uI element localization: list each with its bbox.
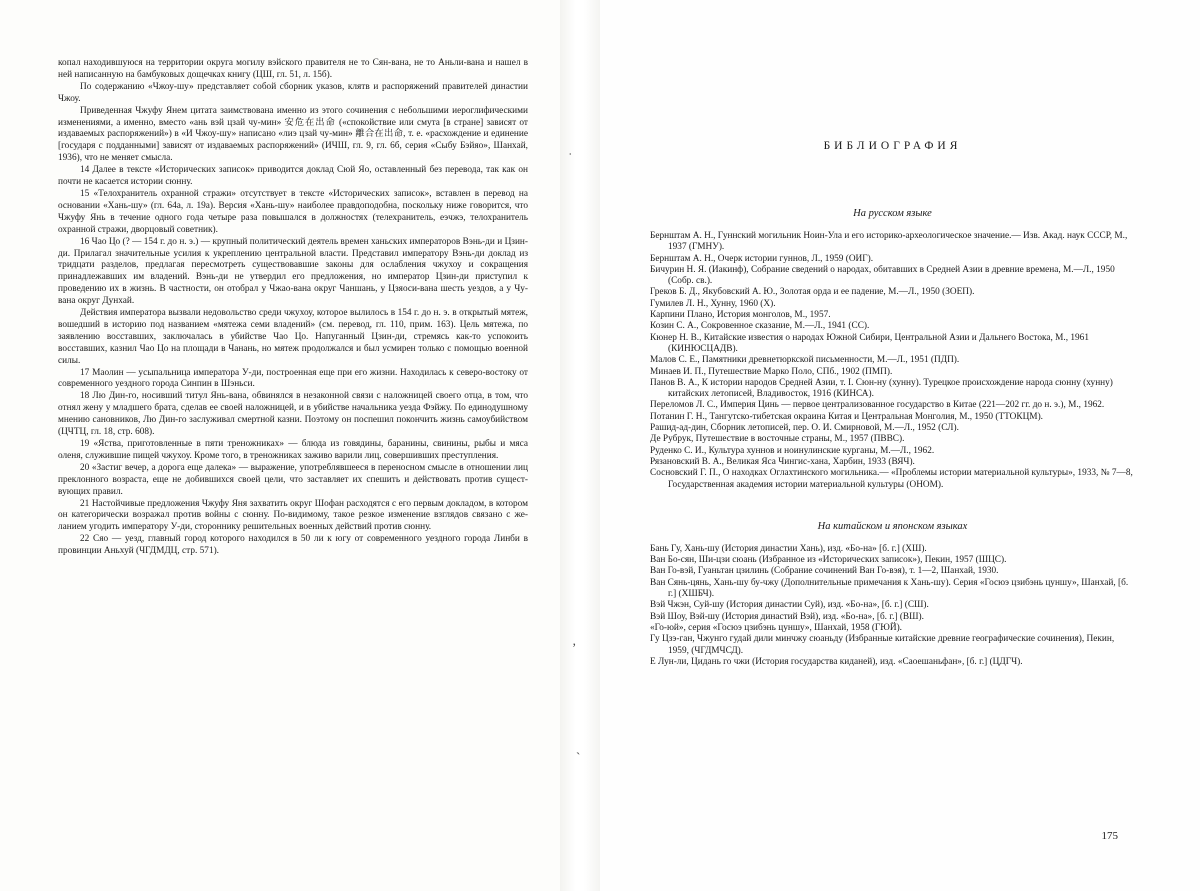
bibliography-entry: Минаев И. П., Путешествие Марко Поло, СПб., 1902 (ПМП). xyxy=(650,366,893,377)
page-number: 175 xyxy=(1101,830,1118,842)
bibliography-entry: Бичурин Н. Я. (Иакинф), Собрание сведений о народах, обитавших в Средней Азии в древние времена, М.—Л., 1950 (Собр. св.). xyxy=(650,264,1115,287)
margin-mark: ˌ xyxy=(568,140,573,155)
margin-mark: ˏ xyxy=(576,740,581,755)
bibliography-entry: Вэй Чжэн, Суй-шу (История династии Суй), изд. «Бо-на», [б. г.] (СШ). xyxy=(650,600,929,611)
footnote-21: 21 Настойчивые предложения Чжуфу Яня захватить округ Шофан расходятся с его первым докладом, в котором он категорически возражал против войны с сюнну. По-видимому, такое резкое изменение взглядов связано с желанием угодить императору У-ди, стороннику решительных военных действий против сюнну. xyxy=(58,498,528,533)
bibliography-entry: Бань Гу, Хань-шу (История династии Хань), изд. «Бо-на» [б. г.] (ХШ). xyxy=(650,543,927,554)
bibliography-entry: Вэй Шоу, Вэй-шу (История династий Вэй), изд. «Бо-на», [б. г.] (ВШ). xyxy=(650,611,924,622)
section-heading-russian: На русском языке xyxy=(853,208,932,219)
book-gutter xyxy=(560,0,600,891)
bibliography-entry: Потанин Г. Н., Тангутско-тибетская окраина Китая и Центральная Монголия, М., 1950 (ТТОКЦМ). xyxy=(650,411,1043,422)
footnote-22: 22 Сяо — уезд, главный город которого находился в 50 ли к югу от современного уездного города Линби в провинции Аньхуй (ЧГДМДЦ, стр. 571). xyxy=(58,534,528,557)
section-heading-chinese-japanese: На китайском и японском языках xyxy=(817,520,968,532)
bibliography-entry: Панов В. А., К истории народов Средней Азии, т. I. Сюн-ну (хунну). Турецкое происхождение народа сюнну (хунну) китайских летописей, Владивосток, 1916 (КИНСА). xyxy=(650,377,1113,400)
bibliography-entry: Рашид-ад-дин, Сборник летописей, пер. О. И. Смирновой, М.—Л., 1952 (СЛ). xyxy=(650,423,959,434)
bibliography xyxy=(650,140,1135,668)
entries-chinese-japanese xyxy=(650,544,1135,668)
margin-mark: ʼ xyxy=(572,640,577,655)
paragraph: копал находившуюся на территории округа могилу вэйского правителя не то Сян-вана, не то Аньли-вана и нашел в ней написанную на бамбуковых дощечках книгу (ЦШ, гл. 51, л. 15б). xyxy=(58,58,528,80)
left-page xyxy=(0,0,560,891)
bibliography-entry: Кюнер Н. В., Китайские известия о народах Южной Сибири, Центральной Азии и Дальнего Востока, М., 1961 (КИНЮСЦАДВ). xyxy=(650,332,1089,354)
footnote-15: 15 «Телохранитель охранной стражи» отсутствует в тексте «Исторических записок», вставлен в перевод на основании «Хань-шу» (гл. 64а, л. 19а). Версия «Хань-шу» наиболее правдоподобна, поскольку ниже говорится, что Чжуфу Янь в течение одного года четыре раза повышался в должностях (телехранитель, еэчжэ, телохранитель охранной стражи, дворцовый советник). xyxy=(58,188,528,235)
right-page xyxy=(568,0,1200,891)
bibliography-entry: Сосновский Г. П., О находках Оглахтинского могильника.— «Проблемы истории материальной культуры», 1933, № 7—8, Государственная академия истории материальной культуры (ОНОМ). xyxy=(650,468,1133,490)
bibliography-entry: Рязановский В. А., Великая Яса Чингис-хана, Харбин, 1933 (ВЯЧ). xyxy=(650,456,915,467)
bibliography-entry: Бернштам А. Н., Гуннский могильник Ноин-Ула и его историко-археологическое значение.— Изв. Акад. наук СССР, М., 1937 (ГМНУ). xyxy=(650,231,1128,253)
bibliography-entry: Руденко С. И., Культура хуннов и ноинулинские курганы, М.—Л., 1962. xyxy=(650,445,935,456)
bibliography-entry: «Го-юй», серия «Госюэ цзибэнь цуншу», Шанхай, 1958 (ГЮЙ). xyxy=(650,622,902,633)
paragraph: По содержанию «Чжоу-шу» представляет собой сборник указов, клятв и распоряжений правителей династии Чжоу. xyxy=(58,81,528,104)
bibliography-entry: Де Рубрук, Путешествие в восточные страны, М., 1957 (ПВВС). xyxy=(650,434,905,445)
page-title: БИБЛИОГРАФИЯ xyxy=(823,140,962,152)
bibliography-entry: Ван Сянь-цянь, Хань-шу бу-чжу (Дополнительные примечания к Хань-шу). Серия «Госюэ цзибэнь цуншу», Шанхай, [б. г.] (ХШБЧ). xyxy=(650,577,1129,600)
footnote-14: 14 Далее в тексте «Исторических записок» приводится доклад Сюй Яо, оставленный без перевода, так как он почти не касается истории сюнну. xyxy=(58,165,528,188)
bibliography-entry: Ван Го-вэй, Гуаньтан цзилинь (Собрание сочинений Ван Го-вэя), т. 1—2, Шанхай, 1930. xyxy=(650,566,999,577)
entries-russian xyxy=(650,231,1135,491)
bibliography-entry: Греков Б. Д., Якубовский А. Ю., Золотая орда и ее падение, М.—Л., 1950 (ЗОЕП). xyxy=(650,287,975,298)
bibliography-entry: Е Лун-ли, Цидань го чжи (История государства киданей), изд. «Саоешаньфан», [б. г.] (ЦДГЧ). xyxy=(650,656,1023,667)
paragraph: Действия императора вызвали недовольство среди чжухоу, которое вылилось в 154 г. до н. э. в открытый мятеж, вошедший в историю под названием «мятежа семи владений» (см. перевод, гл. 110, прим. 163). Цель мятежа, по заявлению восставших, заключалась в убийстве Чао Цо. Напуганный Цзин-ди, стремясь как-то успокоить восставших, казнил Чао Цо на площади в Чанань, но мятеж продолжался и был усмирен только с помощью военной силы. xyxy=(58,308,528,366)
left-page-text xyxy=(58,58,528,558)
footnote-20: 20 «Застиг вечер, а дорога еще далека» — выражение, употреблявшееся в переносном смысле в отношении лиц преклонного возраста, еще не добившихся своей цели, что заставляет их спешить и действовать против существующих правил. xyxy=(58,462,528,497)
paragraph: Приведенная Чжуфу Янем цитата заимствована именно из этого сочинения с небольшими иероглифическими изменениями, а именно, вместо «ань вэй цзай чу-мин» 安危在出命 («спокойствие или смута [в стране] зависят от издаваемых распоряжений») в «И Чжоу-шу» написано «лиэ цзай чу-мин» 離合在出命, т. е. «расхождение и единение [государя с подданными] зависят от издаваемых распоряжений» (ИЧШ, гл. 9, гл. 6б, серия «Сыбу Бэйяо», Шанхай, 1936), что не меняет смысла. xyxy=(58,105,528,164)
footnote-18: 18 Лю Дин-го, носивший титул Янь-вана, обвинялся в незаконной связи с наложницей своего отца, в том, что отнял жену у младшего брата, сделав ее своей наложницей, и в убийстве начальника уезда Фэйжу. По единодушному мнению сановников, Лю Дин-го заслуживал смертной казни. Поэтому он поспешил покончить жизнь самоубийством (ЦЧТЦ, гл. 18, стр. 608). xyxy=(58,391,528,438)
bibliography-entry: Бернштам А. Н., Очерк истории гуннов, Л., 1959 (ОИГ). xyxy=(650,253,874,264)
bibliography-entry: Гумилев Л. Н., Хунну, 1960 (Х). xyxy=(650,298,776,309)
bibliography-entry: Ван Бо-сян, Ши-цзи сюань (Избранное из «Исторических записок»), Пекин, 1957 (ШЦС). xyxy=(650,555,1007,566)
bibliography-entry: Козин С. А., Сокровенное сказание, М.—Л., 1941 (СС). xyxy=(650,321,870,332)
bibliography-entry: Переломов Л. С., Империя Цинь — первое централизованное государство в Китае (221—202 гг. до н. э.), М., 1962. xyxy=(650,400,1105,411)
footnote-16: 16 Чао Цо (? — 154 г. до н. э.) — крупный политический деятель времен ханьских императоров Вэнь-ди и Цзин-ди. Прилагал значительные усилия к укреплению центральной власти. Представил императору Вэнь-ди доклад из тридцати разделов, предлагая пересмотреть существовавшие законы для ослабления чжухоу и сокращения принадлежавших им владений. Вэнь-ди не утвердил его предложения, но император Цзин-ди приступил к проведению их в жизнь. В частности, он отобрал у Чжао-вана округ Чаншань, у Цзяоси-вана шесть уездов, а у Чу-вана округ Дунхай. xyxy=(58,236,528,307)
bibliography-entry: Гу Цзэ-ган, Чжунго гудай дили минчжу сюаньду (Избранные китайские древние географические сочинения), Пекин, 1959, (ЧГДМЧСД). xyxy=(650,634,1115,656)
bibliography-entry: Карпини Плано, История монголов, М., 1957. xyxy=(650,310,831,321)
footnote-17: 17 Маолин — усыпальница императора У-ди, построенная еще при его жизни. Находилась к северо-востоку от современного уездного города Синпин в Шэньси. xyxy=(58,367,528,390)
bibliography-entry: Малов С. Е., Памятники древнетюркской письменности, М.—Л., 1951 (ПДП). xyxy=(650,355,960,366)
footnote-19: 19 «Яства, приготовленные в пяти треножниках» — блюда из говядины, баранины, свинины, рыбы и мяса оленя, служившие пищей чжухоу. Кроме того, в треножниках заживо варили лиц, совершивших преступления. xyxy=(58,439,528,461)
